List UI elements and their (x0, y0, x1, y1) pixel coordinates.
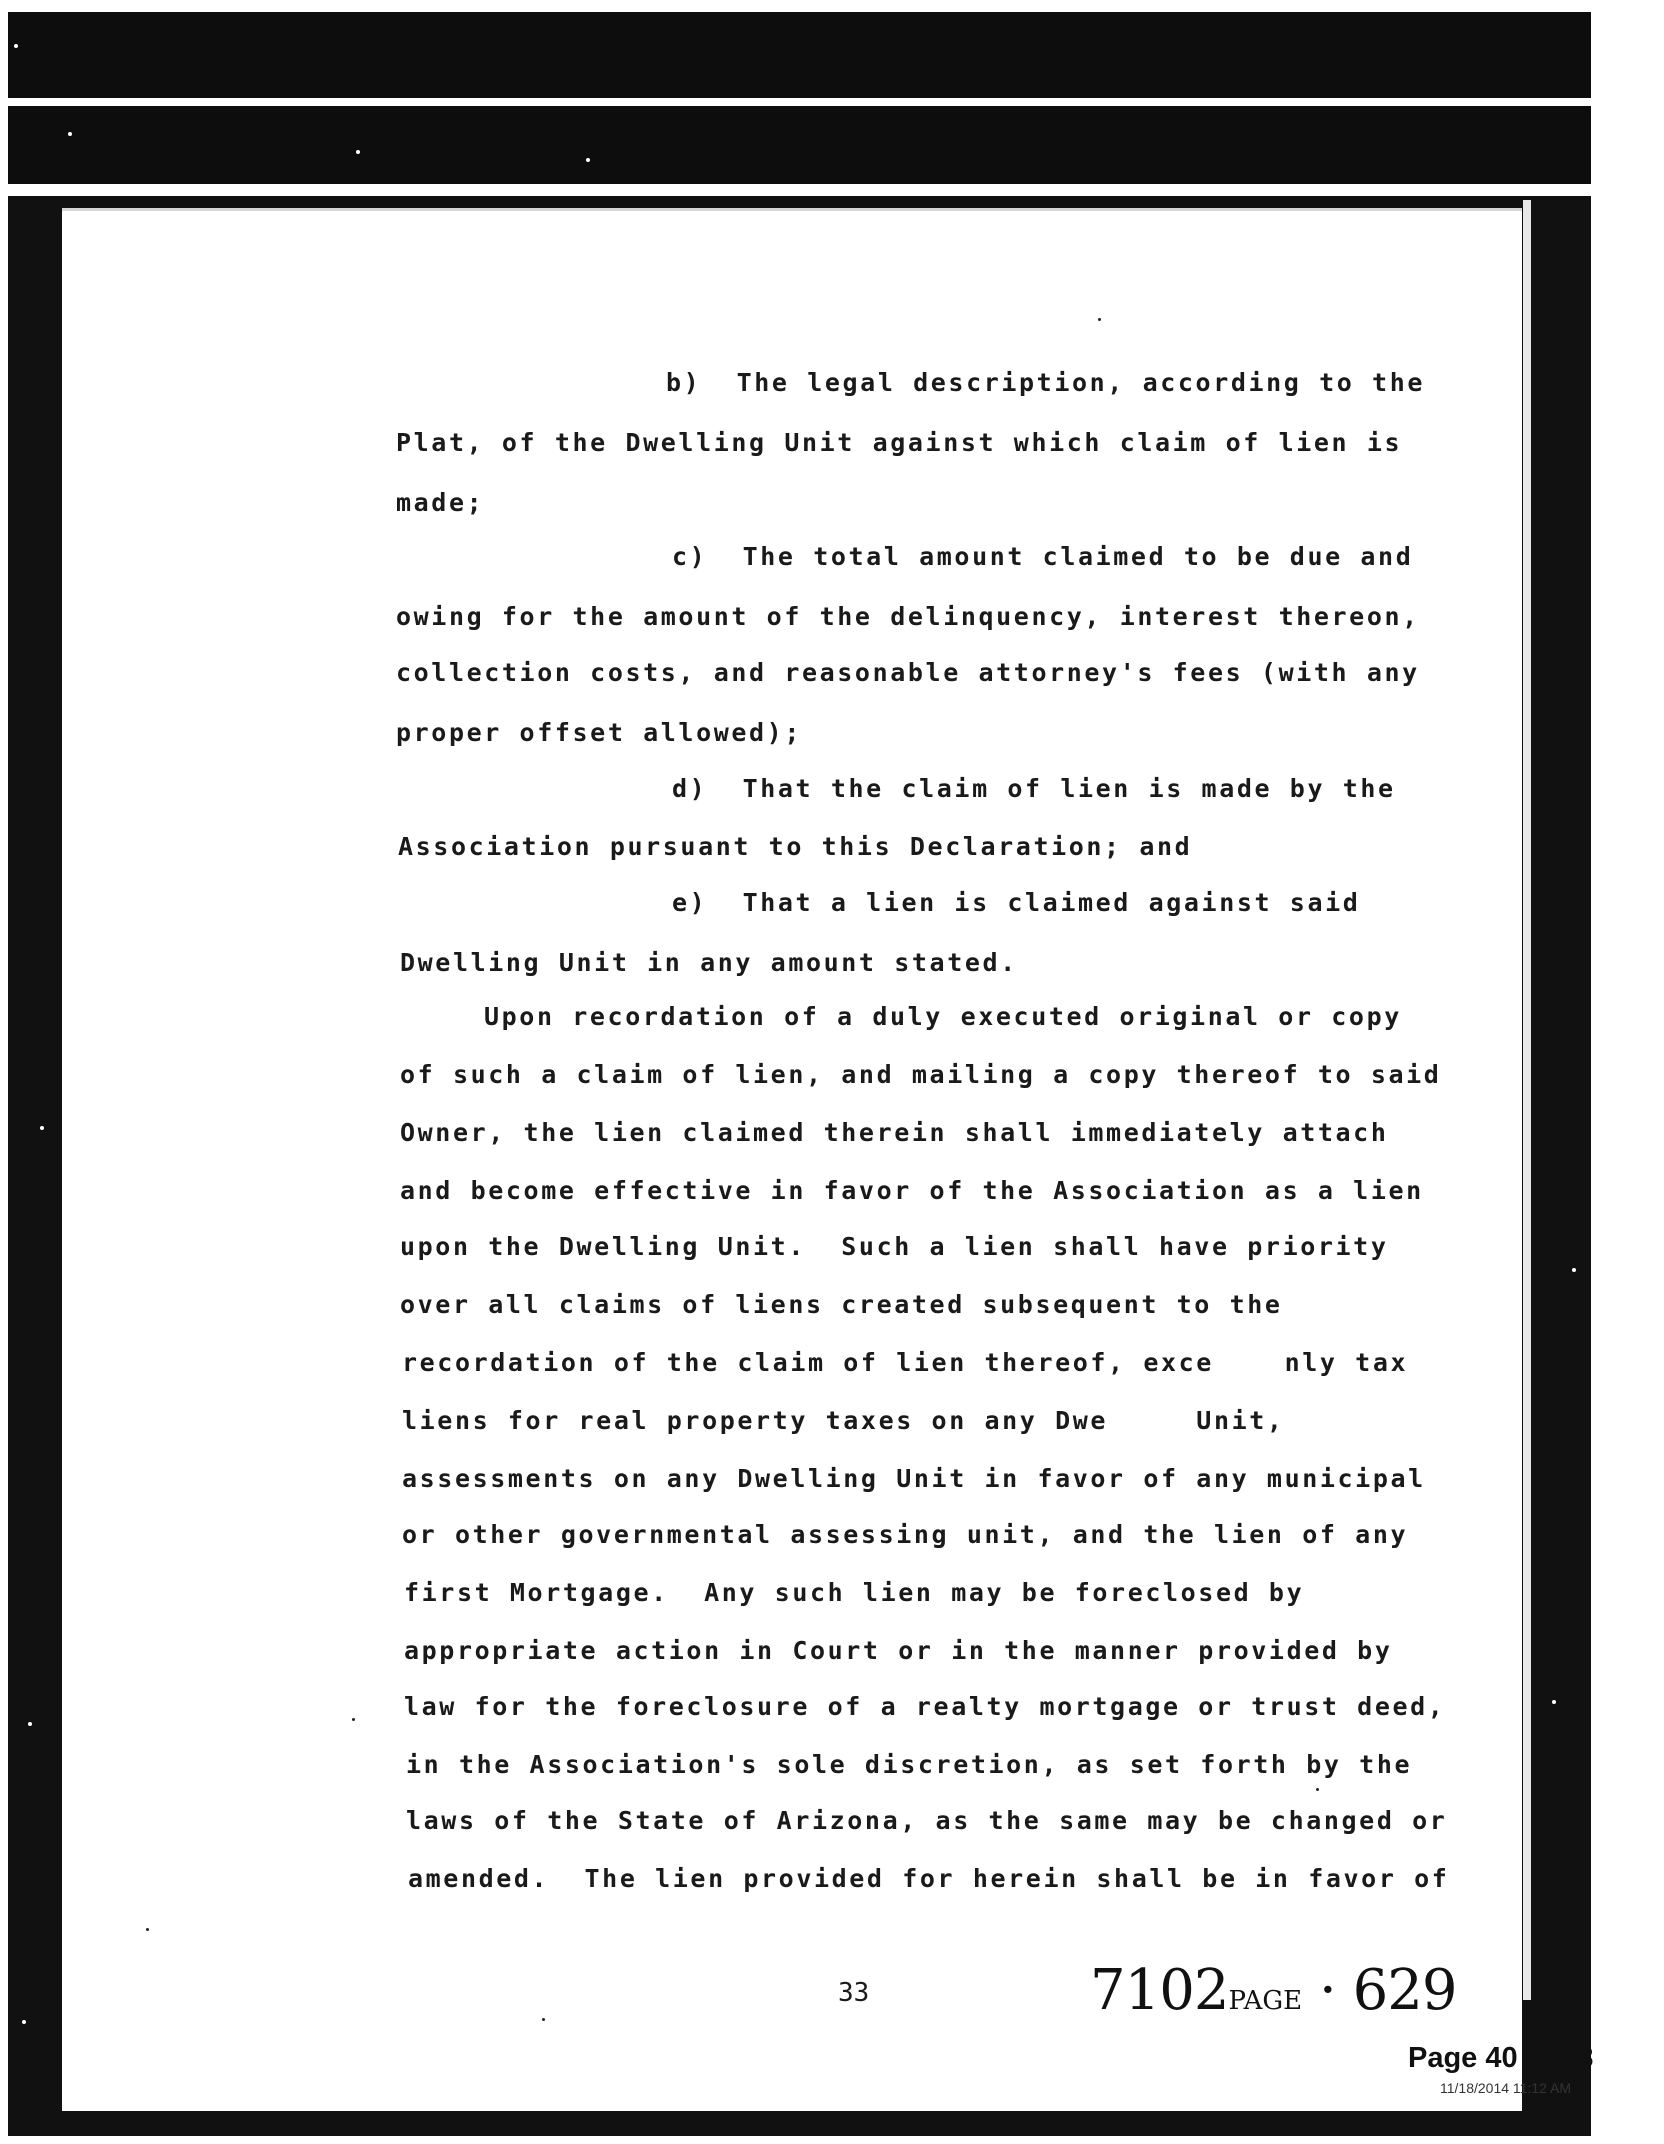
scan-speck (1572, 1268, 1576, 1272)
page-counter: Page 40 of 68 (1408, 2042, 1594, 2074)
scan-speck (146, 1928, 149, 1931)
print-timestamp: 11/18/2014 11:12 AM (1440, 2080, 1572, 2096)
scan-speck (1316, 1788, 1319, 1791)
text-line: collection costs, and reasonable attorney's fees (with any (396, 658, 1420, 687)
text-line: Dwelling Unit in any amount stated. (400, 948, 1018, 977)
text-line: appropriate action in Court or in the manner provided by (404, 1636, 1393, 1665)
text-line: upon the Dwelling Unit. Such a lien shall have priority (400, 1232, 1389, 1261)
stamp-page-label: PAGE (1228, 1986, 1303, 2016)
scan-speck (28, 1722, 32, 1726)
text-line: d) That the claim of lien is made by the (672, 774, 1396, 803)
text-line: amended. The lien provided for herein shall be in favor of (408, 1864, 1450, 1893)
text-line: Association pursuant to this Declaration; and (398, 832, 1193, 861)
text-line: owing for the amount of the delinquency, interest thereon, (396, 602, 1420, 631)
text-line: of such a claim of lien, and mailing a copy thereof to said (400, 1060, 1442, 1089)
page-edge-shadow (1523, 200, 1531, 2000)
scan-speck (542, 2018, 545, 2021)
text-line: and become effective in favor of the Association as a lien (400, 1176, 1424, 1205)
text-line: law for the foreclosure of a realty mortgage or trust deed, (404, 1692, 1446, 1721)
text-line: e) That a lien is claimed against said (672, 888, 1361, 917)
text-line: laws of the State of Arizona, as the same may be changed or (406, 1806, 1448, 1835)
text-line: over all claims of liens created subsequent to the (400, 1290, 1283, 1319)
text-line: b) The legal description, according to the (666, 368, 1426, 397)
text-line: proper offset allowed); (396, 718, 802, 747)
stamp-separator: · (1302, 1958, 1353, 2023)
text-line: c) The total amount claimed to be due and (672, 542, 1414, 571)
text-line: recordation of the claim of lien thereof, exce nly tax (402, 1348, 1409, 1377)
stamp-page-number: 629 (1352, 1958, 1457, 2023)
page-number: 33 (838, 1978, 870, 2008)
scan-speck (22, 2020, 26, 2024)
scan-speck (14, 44, 18, 48)
scan-speck (40, 1126, 44, 1130)
scan-header-divider (8, 98, 1591, 106)
text-line: assessments on any Dwelling Unit in favor of any municipal (402, 1464, 1426, 1493)
scan-speck (356, 150, 360, 154)
text-line: in the Association's sole discretion, as set forth by the (406, 1750, 1413, 1779)
text-line: Owner, the lien claimed therein shall immediately attach (400, 1118, 1389, 1147)
text-line: made; (396, 488, 485, 517)
scan-speck (352, 1718, 355, 1721)
text-line: Upon recordation of a duly executed original or copy (484, 1002, 1402, 1031)
text-line: Plat, of the Dwelling Unit against which claim of lien is (396, 428, 1403, 457)
text-line: first Mortgage. Any such lien may be foreclosed by (404, 1578, 1305, 1607)
scan-speck (1552, 1700, 1556, 1704)
scan-speck (68, 132, 72, 136)
recorder-book-page-stamp (1090, 1958, 1456, 2023)
scan-speck (1098, 318, 1101, 321)
text-line: or other governmental assessing unit, and the lien of any (402, 1520, 1409, 1549)
scan-speck (586, 158, 590, 162)
text-line: liens for real property taxes on any Dwe Unit, (402, 1406, 1285, 1435)
stamp-book-number: 7102 (1090, 1958, 1229, 2023)
